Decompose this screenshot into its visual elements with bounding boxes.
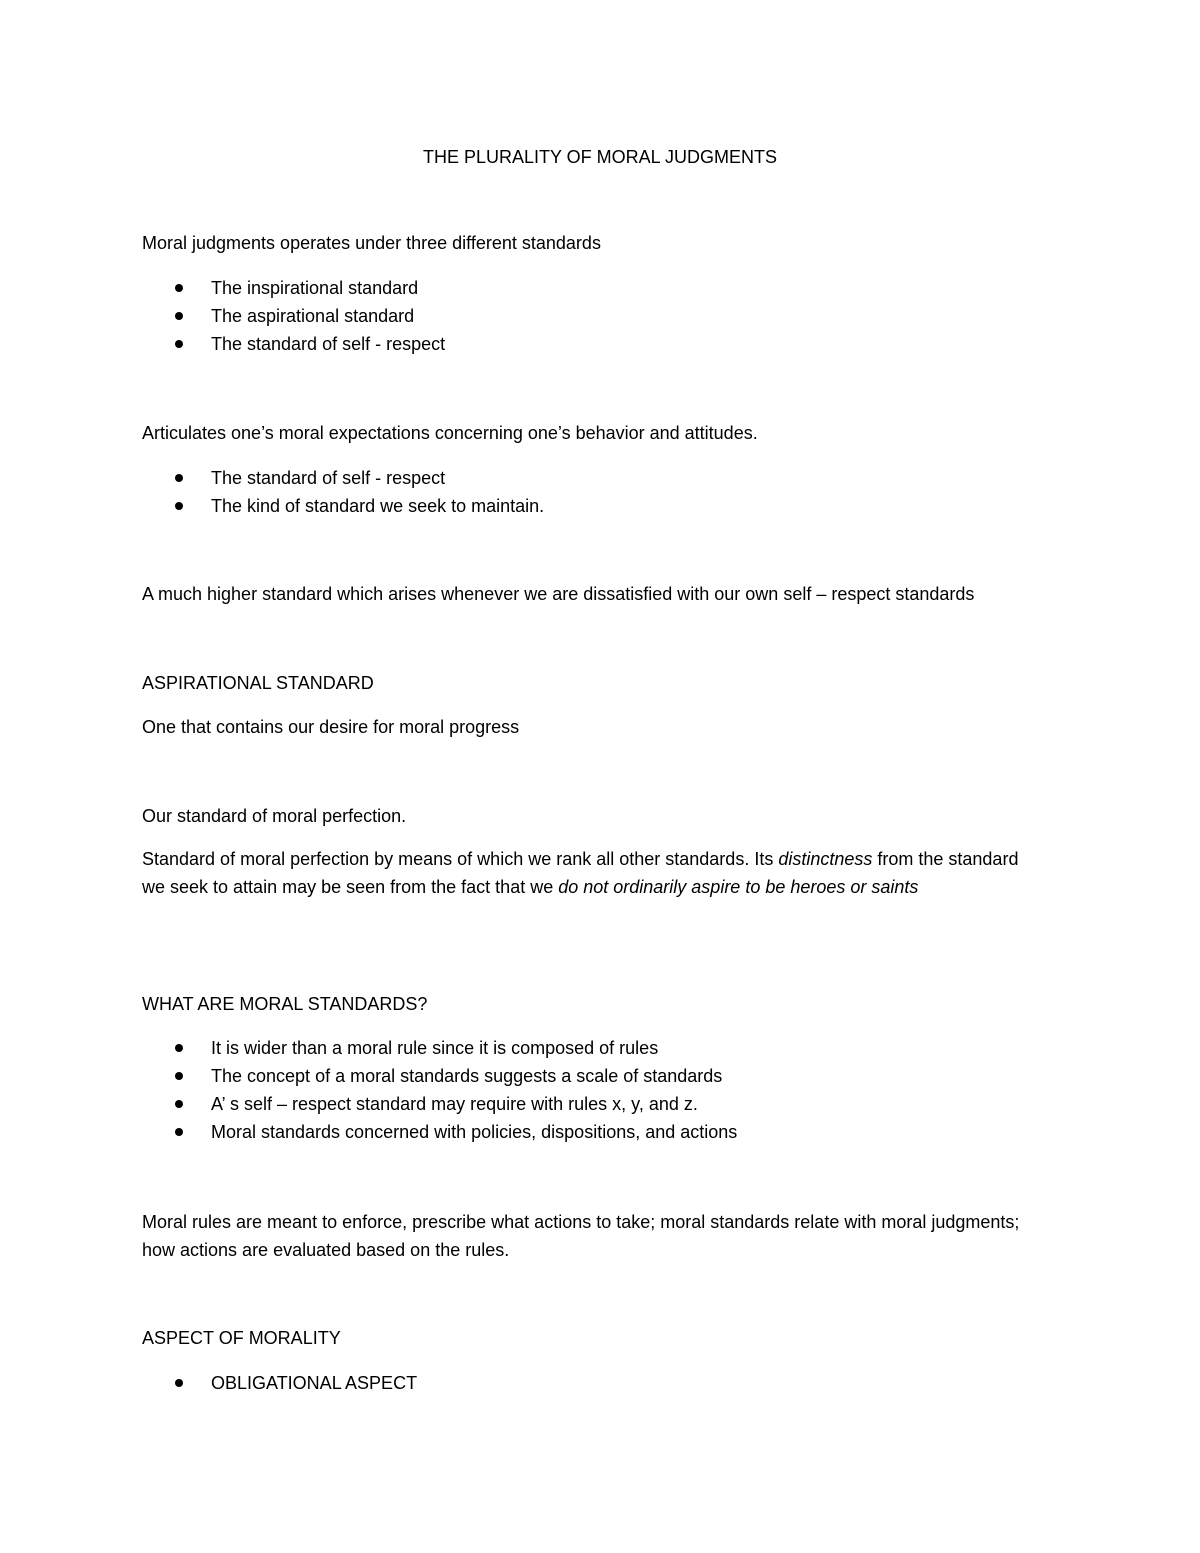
aspect-heading: ASPECT OF MORALITY [142, 1328, 341, 1348]
list-item: The standard of self - respect [142, 464, 544, 492]
list-item: The aspirational standard [142, 302, 445, 330]
bullet-icon [175, 502, 183, 510]
aspect-list [142, 1369, 417, 1397]
list-item: A’ s self – respect standard may require with rules x, y, and z. [142, 1090, 737, 1118]
list-item: The concept of a moral standards suggests a scale of standards [142, 1062, 737, 1090]
intro-text: Moral judgments operates under three different standards [142, 233, 601, 253]
moral-standards-heading: WHAT ARE MORAL STANDARDS? [142, 994, 428, 1014]
list-item: The inspirational standard [142, 274, 445, 302]
self-respect-list [142, 464, 544, 520]
standards-list [142, 274, 445, 358]
perfection-heading: Our standard of moral perfection. [142, 806, 407, 826]
higher-standard-text: A much higher standard which arises whenever we are dissatisfied with our own self – respect standards [142, 584, 975, 604]
list-item: It is wider than a moral rule since it is composed of rules [142, 1034, 737, 1062]
bullet-icon [175, 1128, 183, 1136]
bullet-icon [175, 312, 183, 320]
bullet-icon [175, 284, 183, 292]
list-item: The standard of self - respect [142, 330, 445, 358]
list-item: The kind of standard we seek to maintain. [142, 492, 544, 520]
list-item: OBLIGATIONAL ASPECT [142, 1369, 417, 1397]
bullet-icon [175, 1044, 183, 1052]
list-item: Moral standards concerned with policies, dispositions, and actions [142, 1118, 737, 1146]
bullet-icon [175, 1100, 183, 1108]
bullet-icon [175, 1072, 183, 1080]
rules-paragraph: Moral rules are meant to enforce, prescribe what actions to take; moral standards relate with moral judgments; how actions are evaluated based on the rules. [142, 1212, 1020, 1260]
bullet-icon [175, 340, 183, 348]
aspirational-definition: One that contains our desire for moral progress [142, 717, 520, 737]
page-title: THE PLURALITY OF MORAL JUDGMENTS [422, 147, 778, 167]
aspirational-heading: ASPIRATIONAL STANDARD [142, 673, 374, 693]
bullet-icon [175, 1379, 183, 1387]
articulates-text: Articulates one’s moral expectations concerning one’s behavior and attitudes. [142, 423, 758, 443]
moral-standards-list [142, 1034, 737, 1146]
bullet-icon [175, 474, 183, 482]
perfection-paragraph: Standard of moral perfection by means of which we rank all other standards. Its distinctness from the standard we seek to attain may be seen from the fact that we do not ordinarily aspire to be heroes or saints [142, 849, 1019, 897]
